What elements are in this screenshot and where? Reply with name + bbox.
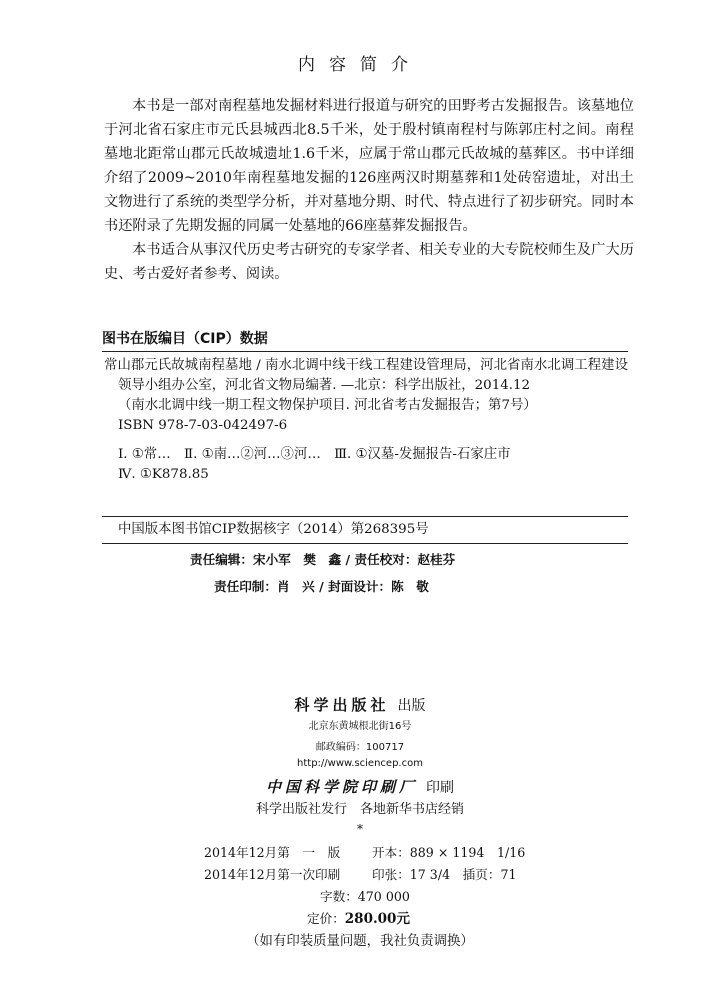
print-design-credits: 责任印制：肖 兴 / 封面设计：陈 敬 [214, 579, 429, 594]
intro-paragraph-2: 本书适合从事汉代历史考古研究的专家学者、相关专业的大专院校师生及广大历史、考古爱好者参考、阅读。 [104, 242, 634, 282]
distribution: 科学出版社发行 各地新华书店经销 [255, 802, 464, 817]
cip-core-number: 中国版本图书馆CIP数据核字（2014）第268395号 [118, 522, 429, 537]
introduction-text [104, 94, 634, 286]
separator-star: * [357, 822, 363, 836]
print-label: 印刷 [426, 780, 454, 796]
publisher-name: 科学出版社 [294, 696, 390, 714]
postal-code: 邮政编码：100717 [315, 742, 405, 753]
website: http://www.sciencep.com [297, 758, 423, 769]
cip-classification-2: Ⅳ. ①K878.85 [118, 467, 209, 482]
intro-paragraph-1: 本书是一部对南程墓地发掘材料进行报道与研究的田野考古发掘报告。该墓地位于河北省石家庄市元氏县城西北8.5千米，处于殷村镇南程村与陈郭庄村之间。南程墓地北距常山郡元氏故城遗址1.6千米，应属于常山郡元氏故城的墓葬区。书中详细介绍了2009~2010年南程墓地发掘的126座两汉时期墓葬和1处砖窑遗址，对出土文物进行了系统的类型学分析，并对墓地分期、时代、特点进行了初步研究。同时本书还附录了先期发掘的同属一处墓地的66座墓葬发掘报告。 [104, 98, 634, 234]
editor-credits: 责任编辑：宋小军 樊 鑫 / 责任校对：赵桂芬 [190, 552, 456, 567]
cip-record-block [104, 356, 628, 485]
publisher-line [0, 694, 720, 715]
cip-record: 常山郡元氏故城南程墓地 / 南水北调中线干线工程建设管理局，河北省南水北调工程建设领导小组办公室，河北省文物局编著. —北京：科学出版社，2014.12 [104, 358, 628, 393]
cip-top-rule [102, 351, 628, 352]
cip-classification-1: Ⅰ. ①常… Ⅱ. ①南…②河…③河… Ⅲ. ①汉墓-发掘报告-石家庄市 [118, 447, 511, 462]
price-value: 280.00元 [344, 911, 410, 927]
cip-middle-rule [102, 516, 628, 517]
page-title: 内容简介 [298, 55, 422, 75]
book-format: 开本：889 × 1194 1/16 [372, 845, 526, 860]
printing-date: 2014年12月第一次印刷 [204, 867, 341, 882]
cip-series: （南水北调中线一期工程文物保护项目. 河北省考古发掘报告；第7号） [118, 398, 537, 413]
cip-isbn: ISBN 978-7-03-042497-6 [118, 418, 288, 433]
printer-name: 中国科学院印刷厂 [265, 778, 418, 796]
publisher-address: 北京东黄城根北街16号 [308, 721, 412, 732]
publish-label: 出版 [397, 698, 426, 714]
edition: 2014年12月第 一 版 [204, 845, 341, 860]
cip-bottom-rule [102, 543, 628, 544]
printer-line [0, 776, 720, 797]
quality-notice: （如有印装质量问题，我社负责调换） [246, 934, 474, 949]
word-count: 字数：470 000 [320, 889, 410, 904]
sheets-plates: 印张：17 3/4 插页：71 [372, 867, 517, 882]
cip-heading: 图书在版编目（CIP）数据 [102, 331, 268, 347]
price-label: 定价： [307, 911, 345, 926]
price-line [307, 907, 410, 927]
